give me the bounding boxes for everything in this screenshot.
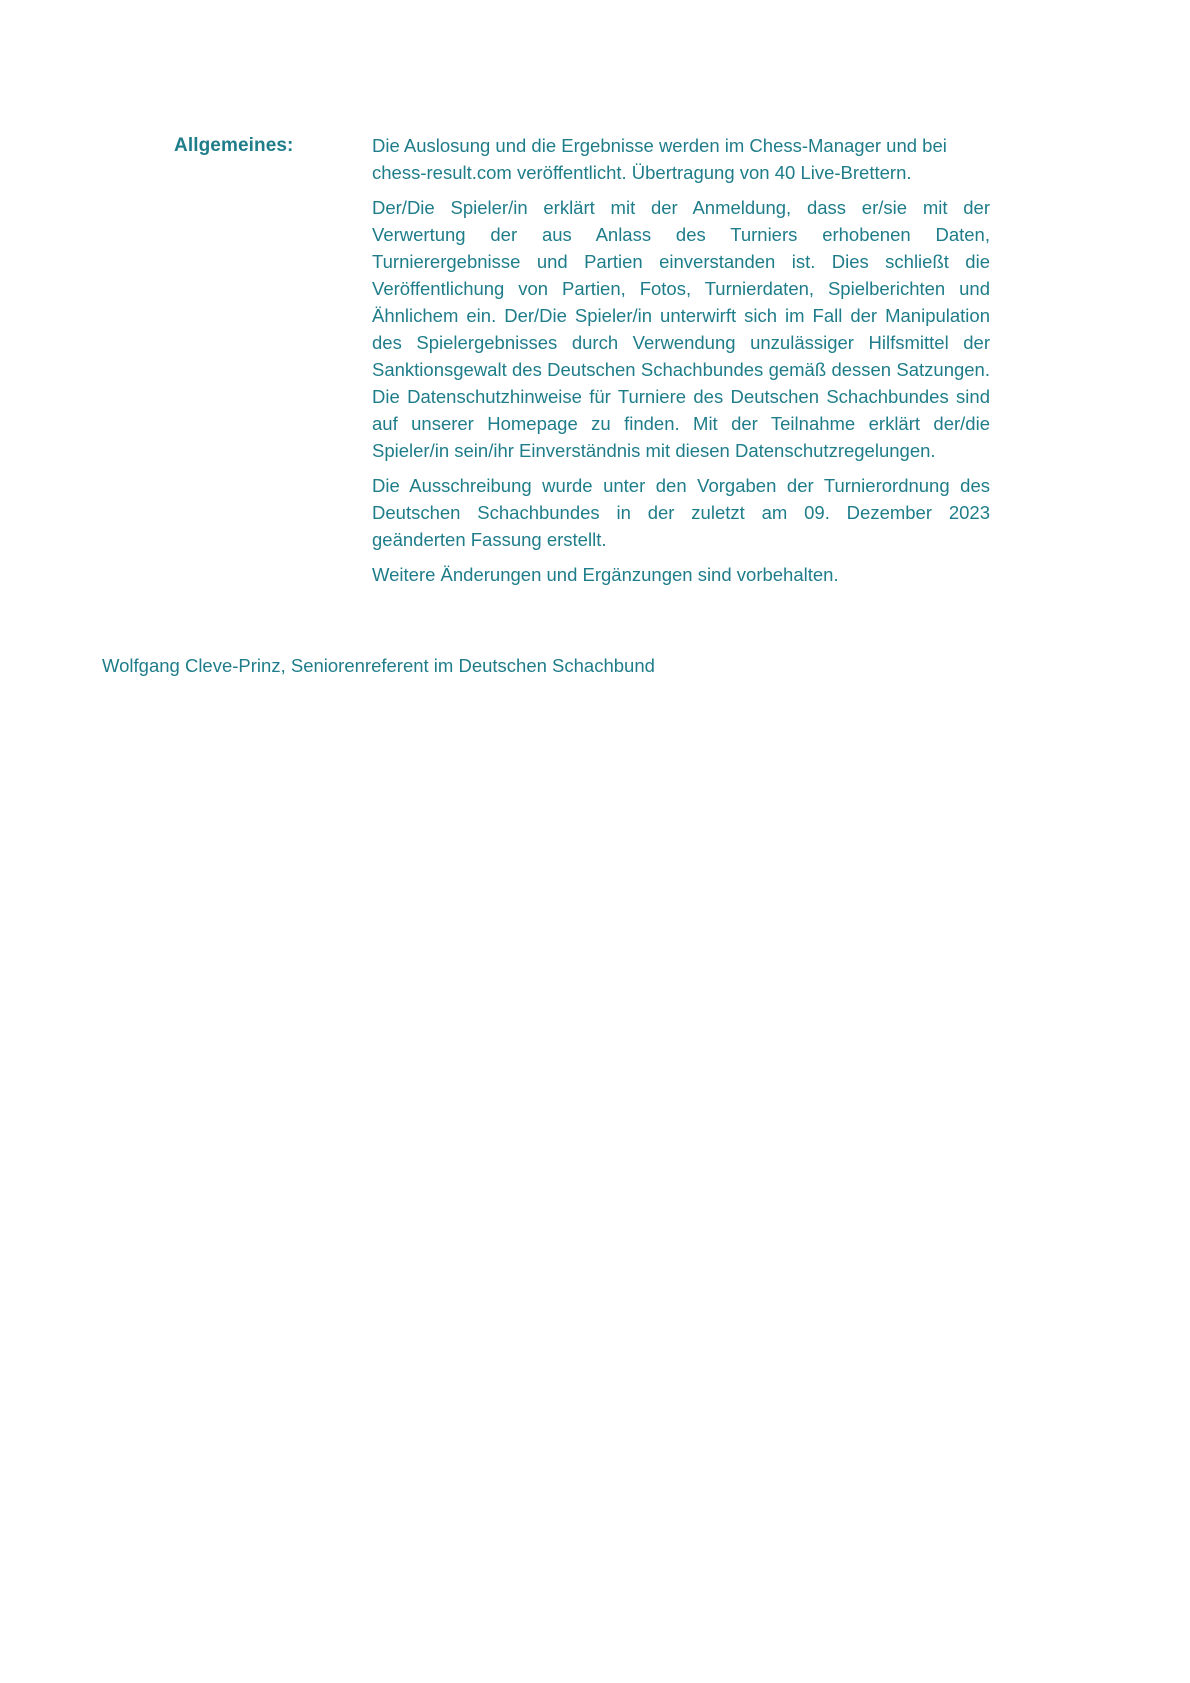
signature-line: Wolfgang Cleve-Prinz, Seniorenreferent im Deutschen Schachbund bbox=[102, 655, 655, 676]
section-label: Allgemeines: bbox=[174, 135, 294, 156]
tournament-rules-paragraph: Die Ausschreibung wurde unter den Vorgaben der Turnierordnung des Deutschen Schachbundes in der zuletzt am 09. Dezember 2023 geänderten Fassung erstellt. bbox=[372, 475, 990, 550]
publication-paragraph: Die Auslosung und die Ergebnisse werden im Chess-Manager und bei chess-result.com veröffentlicht. Übertragung von 40 Live-Brettern. bbox=[372, 135, 947, 183]
general-section bbox=[174, 132, 990, 596]
reservation-paragraph: Weitere Änderungen und Ergänzungen sind vorbehalten. bbox=[372, 564, 839, 585]
section-body bbox=[372, 132, 990, 596]
data-protection-paragraph: Der/Die Spieler/in erklärt mit der Anmeldung, dass er/sie mit der Verwertung der aus Anlass des Turniers erhobenen Daten, Turnierergebnisse und Partien einverstanden ist. Dies schließt die Veröffentlichung von Partien, Fotos, Turnierdaten, Spielberichten und Ähnlichem ein. Der/Die Spieler/in unterwirft sich im Fall der Manipulation des Spielergebnisses durch Verwendung unzulässiger Hilfsmittel der Sanktionsgewalt des Deutschen Schachbundes gemäß dessen Satzungen. Die Datenschutzhinweise für Turniere des Deutschen Schachbundes sind auf unserer Homepage zu finden. Mit der Teilnahme erklärt der/die Spieler/in sein/ihr Einverständnis mit diesen Datenschutzregelungen. bbox=[372, 197, 990, 461]
